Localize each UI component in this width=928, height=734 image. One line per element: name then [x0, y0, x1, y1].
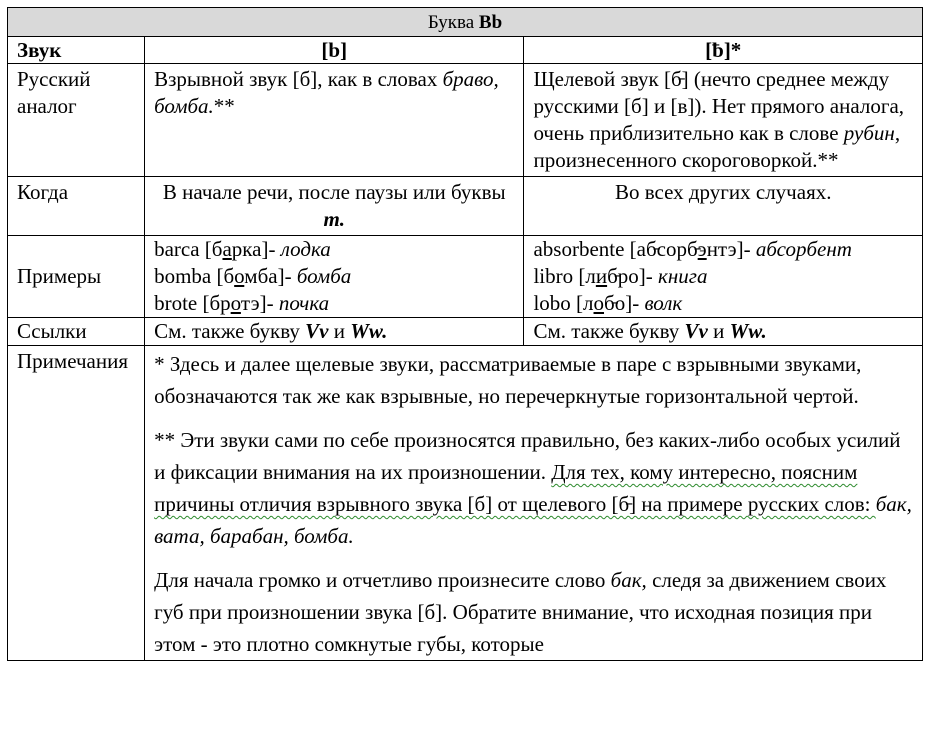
header-plosive: [b] — [145, 37, 524, 64]
title-letter: Bb — [478, 12, 503, 33]
example-item: bomba [бомба]- бомба — [154, 264, 352, 288]
link-vv: Vv — [305, 319, 329, 343]
link-vv: Vv — [684, 319, 708, 343]
examples-plosive — [145, 236, 524, 318]
note-paragraph-1: * Здесь и далее щелевые звуки, рассматриваемые в паре с взрывными звуками, обозначаются так же как взрывные, но перечеркнутые горизонтальной чертой. — [154, 352, 862, 408]
table-title: Буква Bb — [8, 8, 923, 37]
analog-label: Русский аналог — [8, 64, 145, 177]
example-item: lobo [лоб̵о]- волк — [533, 291, 683, 315]
links-row — [8, 318, 923, 346]
links-fricative: См. также букву Vv и Ww. — [524, 318, 923, 346]
notes-row — [8, 346, 923, 661]
when-label: Когда — [8, 177, 145, 236]
link-ww: Ww. — [350, 319, 388, 343]
example-item: barca [барка]- лодка — [154, 237, 331, 261]
note-paragraph-3: Для начала громко и отчетливо произнесите слово бак, следя за движением своих губ при произношении звука [б]. Обратите внимание, что исходная позиция при этом - это плотно сомкнутые губы, которые — [154, 568, 887, 656]
letter-table — [7, 7, 923, 661]
header-row — [8, 37, 923, 64]
notes-label: Примечания — [8, 346, 145, 661]
header-fricative: [ƀ]* — [524, 37, 923, 64]
when-row — [8, 177, 923, 236]
notes-body — [145, 346, 923, 661]
analog-fricative: Щелевой звук [б̵] (нечто среднее между русскими [б] и [в]). Нет прямого аналога, очень приблизительно как в слове рубин, произнесенного скороговоркой.** — [524, 64, 923, 177]
header-sound: Звук — [8, 37, 145, 64]
when-fricative: Во всех других случаях. — [524, 177, 923, 236]
analog-plosive: Взрывной звук [б], как в словах браво, бомба.** — [145, 64, 524, 177]
when-plosive: В начале речи, после паузы или буквы m. — [145, 177, 524, 236]
example-item: libro [либ̵ро]- книга — [533, 264, 708, 288]
example-item: absorbente [аб̵сорб̵энтэ]- абсорбент — [533, 237, 852, 261]
examples-fricative — [524, 236, 923, 318]
links-label: Ссылки — [8, 318, 145, 346]
examples-label: Примеры — [8, 236, 145, 318]
note-paragraph-2: ** Эти звуки сами по себе произносятся правильно, без каких-либо особых усилий и фиксации внимания на их произношении. Для тех, кому интересно, поясним причины отличия взрывного звука [б] от щелевого [б̵] на примере русских слов: бак, вата, барабан, бомба. — [154, 428, 912, 548]
analog-row — [8, 64, 923, 177]
links-plosive: См. также букву Vv и Ww. — [145, 318, 524, 346]
link-ww: Ww. — [729, 319, 767, 343]
table-title-row — [8, 8, 923, 37]
examples-row — [8, 236, 923, 318]
example-item: brote [бротэ]- почка — [154, 291, 330, 315]
